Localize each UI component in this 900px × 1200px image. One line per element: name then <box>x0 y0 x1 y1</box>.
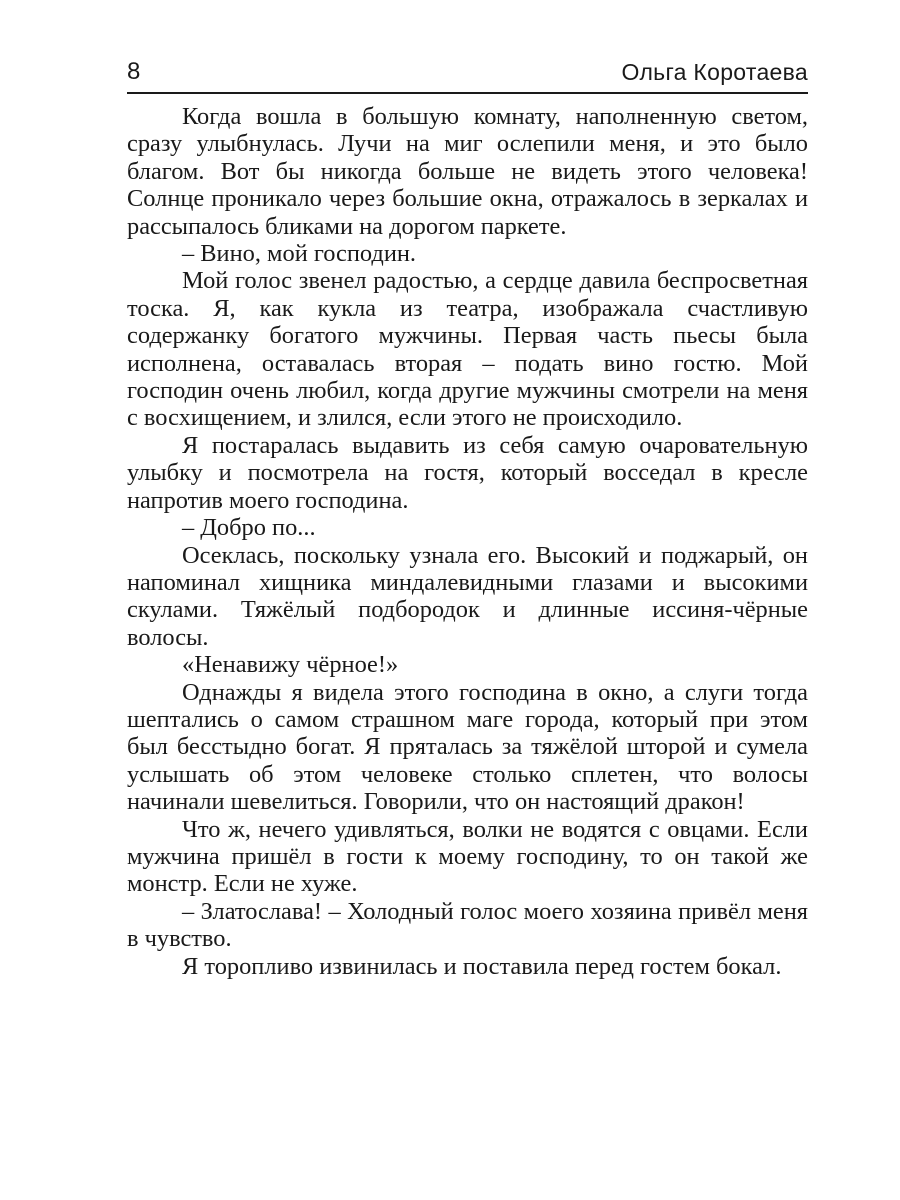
text-body <box>127 103 808 980</box>
paragraph: Что ж, нечего удивляться, волки не водятся с овцами. Если мужчина пришёл в гости к моему господину, то он такой же монстр. Если не хуже. <box>127 815 808 898</box>
paragraph: Я постаралась выдавить из себя самую очаровательную улыбку и посмотрела на гостя, который восседал в кресле напротив моего господина. <box>127 431 808 514</box>
paragraph: – Златослава! – Холодный голос моего хозяина привёл меня в чувство. <box>127 897 808 953</box>
paragraph: Когда вошла в большую комнату, наполненную светом, сразу улыбнулась. Лучи на миг ослепили меня, и это было благом. Вот бы никогда больше не видеть этого человека! Солнце проникало через большие окна, отражалось в зеркалах и рассыпалось бликами на дорогом паркете. <box>127 103 808 240</box>
page-number: 8 <box>127 58 141 85</box>
author-name: Ольга Коротаева <box>621 59 808 85</box>
paragraph: «Ненавижу чёрное!» <box>182 651 399 679</box>
paragraph: – Добро по... <box>182 514 316 542</box>
running-header <box>127 56 808 94</box>
paragraph: Осеклась, поскольку узнала его. Высокий и поджарый, он напоминал хищника миндалевидными глазами и высокими скулами. Тяжёлый подбородок и длинные иссиня-чёрные волосы. <box>127 541 808 651</box>
paragraph: Я торопливо извинилась и поставила перед гостем бокал. <box>182 952 782 980</box>
paragraph: Мой голос звенел радостью, а сердце давила беспросветная тоска. Я, как кукла из театра, изображала счастливую содержанку богатого мужчины. Первая часть пьесы была исполнена, оставалась вторая – подать вино гостю. Мой господин очень любил, когда другие мужчины смотрели на меня с восхищением, и злился, если этого не происходило. <box>127 267 808 432</box>
paragraph: Однажды я видела этого господина в окно, а слуги тогда шептались о самом страшном маге города, который при этом был бесстыдно богат. Я пряталась за тяжёлой шторой и сумела услышать об этом человеке столько сплетен, что волосы начинали шевелиться. Говорили, что он настоящий дракон! <box>127 678 808 816</box>
paragraph: – Вино, мой господин. <box>182 240 417 268</box>
